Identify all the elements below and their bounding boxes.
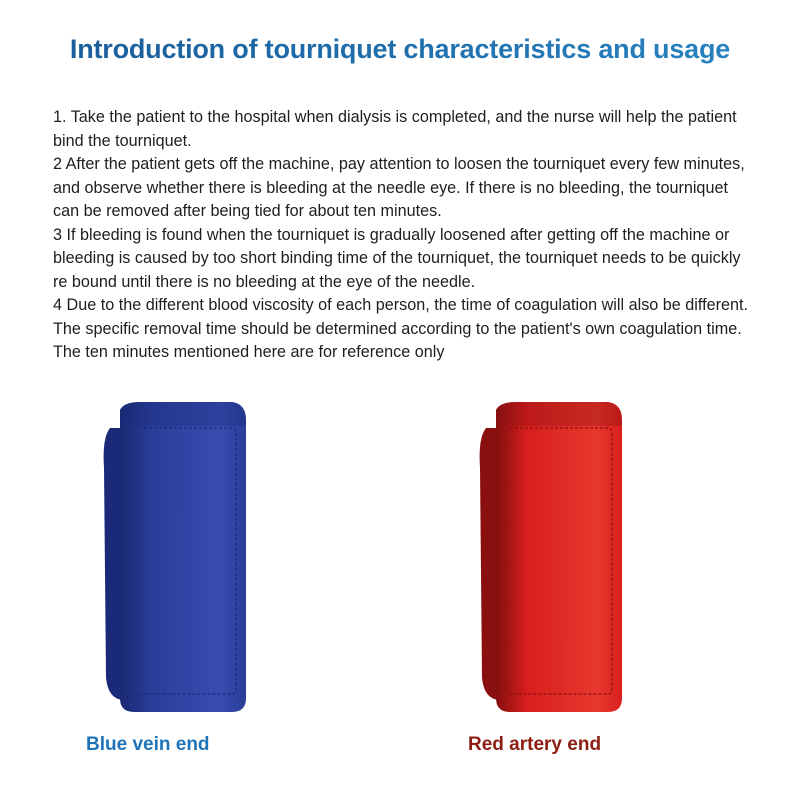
red-strap-illustration bbox=[476, 398, 626, 718]
blue-strap-image bbox=[100, 398, 250, 718]
blue-vein-end-label: Blue vein end bbox=[86, 734, 210, 755]
red-artery-end-label: Red artery end bbox=[468, 734, 602, 755]
page-title: Introduction of tourniquet characteristics and usage bbox=[0, 34, 800, 65]
instruction-step-1: 1. Take the patient to the hospital when dialysis is completed, and the nurse will help the patient bind the tourniquet. bbox=[53, 108, 737, 150]
red-strap-image bbox=[476, 398, 626, 718]
instructions-text bbox=[53, 106, 753, 365]
blue-strap-illustration bbox=[100, 398, 250, 718]
instruction-step-3: 3 If bleeding is found when the tourniquet is gradually loosened after getting off the machine or bleeding is caused by too short binding time of the tourniquet, the tourniquet needs to be quickly re bound until there is no bleeding at the eye of the needle. bbox=[53, 225, 741, 291]
instruction-step-4: 4 Due to the different blood viscosity of each person, the time of coagulation will also be different. The specific removal time should be determined according to the patient's own coagulation time. The ten minutes mentioned here are for reference only bbox=[53, 296, 748, 361]
instruction-step-2: 2 After the patient gets off the machine, pay attention to loosen the tourniquet every few minutes, and observe whether there is bleeding at the needle eye. If there is no bleeding, the tourniquet can be removed after being tied for about ten minutes. bbox=[53, 155, 745, 220]
